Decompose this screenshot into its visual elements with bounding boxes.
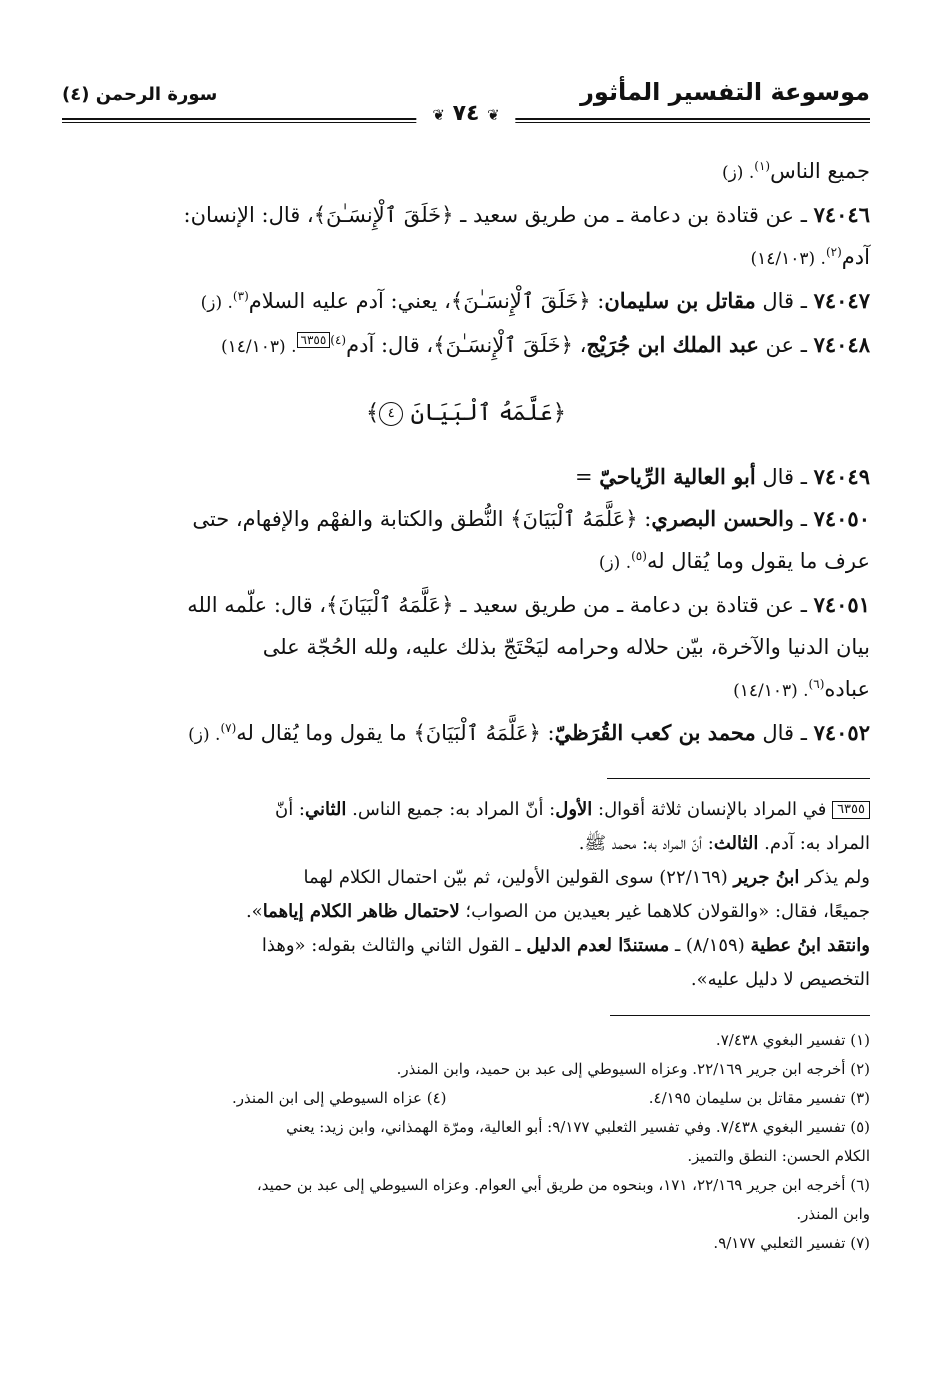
main-text	[62, 150, 870, 1258]
commentary	[62, 793, 870, 997]
entry-number: ٧٤٠٥١	[813, 592, 870, 617]
page-number	[416, 101, 515, 126]
commentary-line: ٦٣٥٥ في المراد بالإنسان ثلاثة أقوال: الأول: أنّ المراد به: جميع الناس. الثاني: أنّ	[62, 793, 870, 827]
ayah-number-icon: ٤	[379, 402, 403, 426]
footnote-ref: (٤)	[330, 333, 347, 347]
narrator-name: الحسن البصري	[651, 506, 784, 531]
narrator-name: محمد بن كعب القُرَظيّ	[554, 720, 756, 745]
entry-74048: ٧٤٠٤٨ ـ عن عبد الملك ابن جُرَيْج، ﴿خَلَقَ ٱلْإِنسَـٰنَ﴾، قال: آدم$^{(٤)}$٦٣٥٥. (١٤/١٠٣)	[221, 332, 870, 357]
footnote-2: (٢) أخرجه ابن جرير ٢٢/١٦٩. وعزاه السيوطي إلى عبد بن حميد، وابن المنذر.	[396, 1060, 870, 1078]
entry-number: ٧٤٠٤٦	[813, 202, 870, 227]
footnote-6: (٦) أخرجه ابن جرير ٢٢/١٦٩، ١٧١، وبنحوه من طريق أبي العوام. وعزاه السيوطي إلى عبد بن حميد،	[256, 1176, 870, 1194]
footnote-6-cont: وابن المنذر.	[796, 1205, 870, 1223]
footnote-ref: (٢)	[825, 245, 842, 259]
footnote-4: (٤) عزاه السيوطي إلى ابن المنذر.	[232, 1089, 447, 1107]
footnote-5-cont: الكلام الحسن: النطق والتميز.	[687, 1147, 870, 1165]
entry-line: عرف ما يقول وما يُقال له$^{(٥)}$. (ز)	[598, 549, 870, 573]
footnote-ref: (٦)	[808, 677, 825, 691]
entry-number: ٧٤٠٥٠	[813, 506, 870, 531]
entry-74051: ٧٤٠٥١ ـ عن قتادة بن دعامة ـ من طريق سعيد ـ ﴿عَلَّمَهُ ٱلْبَيَانَ﴾، قال: علّمه الله	[187, 592, 870, 617]
surah-label: سورة الرحمن (٤)	[62, 84, 218, 105]
footnote-ref: (٧)	[220, 721, 237, 735]
ornament-icon: ❦	[432, 106, 445, 124]
entry-number: ٧٤٠٤٧	[813, 288, 870, 313]
commentary-line: ولم يذكر ابنُ جرير (٢٢/١٦٩) سوى القولين الأولين، ثم بيّن احتمال الكلام لهما	[303, 867, 870, 888]
entry-number: ٧٤٠٥٢	[813, 720, 870, 745]
entry-74046: ٧٤٠٤٦ ـ عن قتادة بن دعامة ـ من طريق سعيد ـ ﴿خَلَقَ ٱلْإِنسَـٰنَ﴾، قال: الإنسان:	[183, 202, 870, 227]
narrator-name: أبو العالية الرِّياحيّ	[599, 464, 756, 489]
footnote-separator	[610, 1015, 870, 1016]
ornament-icon: ❦	[487, 106, 500, 124]
entry-74047: ٧٤٠٤٧ ـ قال مقاتل بن سليمان: ﴿خَلَقَ ٱلْإِنسَـٰنَ﴾، يعني: آدم عليه السلام$^{(٣)}$. (ز)	[200, 288, 870, 313]
page-number-value: ٧٤	[452, 101, 480, 126]
footnotes	[62, 1026, 870, 1258]
entry-line: آدم$^{(٢)}$. (١٤/١٠٣)	[750, 245, 870, 269]
commentary-number-box: ٦٣٥٥	[832, 801, 870, 819]
entry-line: عباده$^{(٦)}$. (١٤/١٠٣)	[733, 677, 870, 701]
narrator-name: مقاتل بن سليمان	[604, 288, 756, 313]
footnote-7: (٧) تفسير الثعلبي ٩/١٧٧.	[713, 1234, 870, 1252]
page	[62, 0, 870, 1381]
entry-line: بيان الدنيا والآخرة، بيّن حلاله وحرامه ليَحْتَجّ بذلك عليه، ولله الحُجّة على	[262, 635, 870, 659]
footnote-ref: (١)	[754, 159, 771, 173]
commentary-ref-box: ٦٣٥٥	[297, 332, 331, 348]
footnote-5: (٥) تفسير البغوي ٧/٤٣٨. وفي تفسير الثعلبي ٩/١٧٧: أبو العالية، ومرّة الهمذاني، وابن زيد: يعني	[286, 1118, 870, 1136]
footnote-ref: (٣)	[232, 289, 249, 303]
commentary-line: وانتقد ابنُ عطية (٨/١٥٩) ـ مستندًا لعدم الدليل ـ القول الثاني والثالث بقوله: «وهذا	[261, 935, 870, 956]
verse-heading: ﴿عَلَّمَهُ ٱلْبَيَانَ ٤﴾	[365, 400, 567, 426]
entry-74050: ٧٤٠٥٠ ـ والحسن البصري: ﴿عَلَّمَهُ ٱلْبَيَانَ﴾ النُّطق والكتابة والفهْم والإفهام، حتى	[192, 506, 870, 531]
footnote-1: (١) تفسير البغوي ٧/٤٣٨.	[715, 1031, 870, 1049]
commentary-line: جميعًا، فقال: «والقولان كلاهما غير بعيدين من الصواب؛ لاحتمال ظاهر الكلام إياهما».	[245, 901, 870, 922]
commentary-line: التخصيص لا دليل عليه».	[690, 969, 870, 990]
commentary-separator	[607, 778, 870, 779]
footnote-3: (٣) تفسير مقاتل بن سليمان ٤/١٩٥.	[648, 1089, 870, 1107]
entry-number: ٧٤٠٤٩	[813, 464, 870, 489]
entry-74049: ٧٤٠٤٩ ـ قال أبو العالية الرِّياحيّ =	[574, 464, 870, 489]
entry-line: جميع الناس$^{(١)}$. (ز)	[721, 159, 870, 183]
narrator-name: عبد الملك ابن جُرَيْج	[586, 332, 759, 357]
book-title: موسوعة التفسير المأثور	[580, 78, 870, 106]
footnote-ref: (٥)	[631, 549, 647, 563]
entry-74052: ٧٤٠٥٢ ـ قال محمد بن كعب القُرَظيّ: ﴿عَلَّمَهُ ٱلْبَيَانَ﴾ ما يقول وما يُقال له$^{(٧)}$. (ز)	[188, 720, 870, 745]
commentary-line: المراد به: آدم. الثالث: أنّ المراد به: محمد ﷺ.	[578, 833, 870, 854]
entry-number: ٧٤٠٤٨	[813, 332, 870, 357]
footnote-row	[62, 1084, 870, 1113]
